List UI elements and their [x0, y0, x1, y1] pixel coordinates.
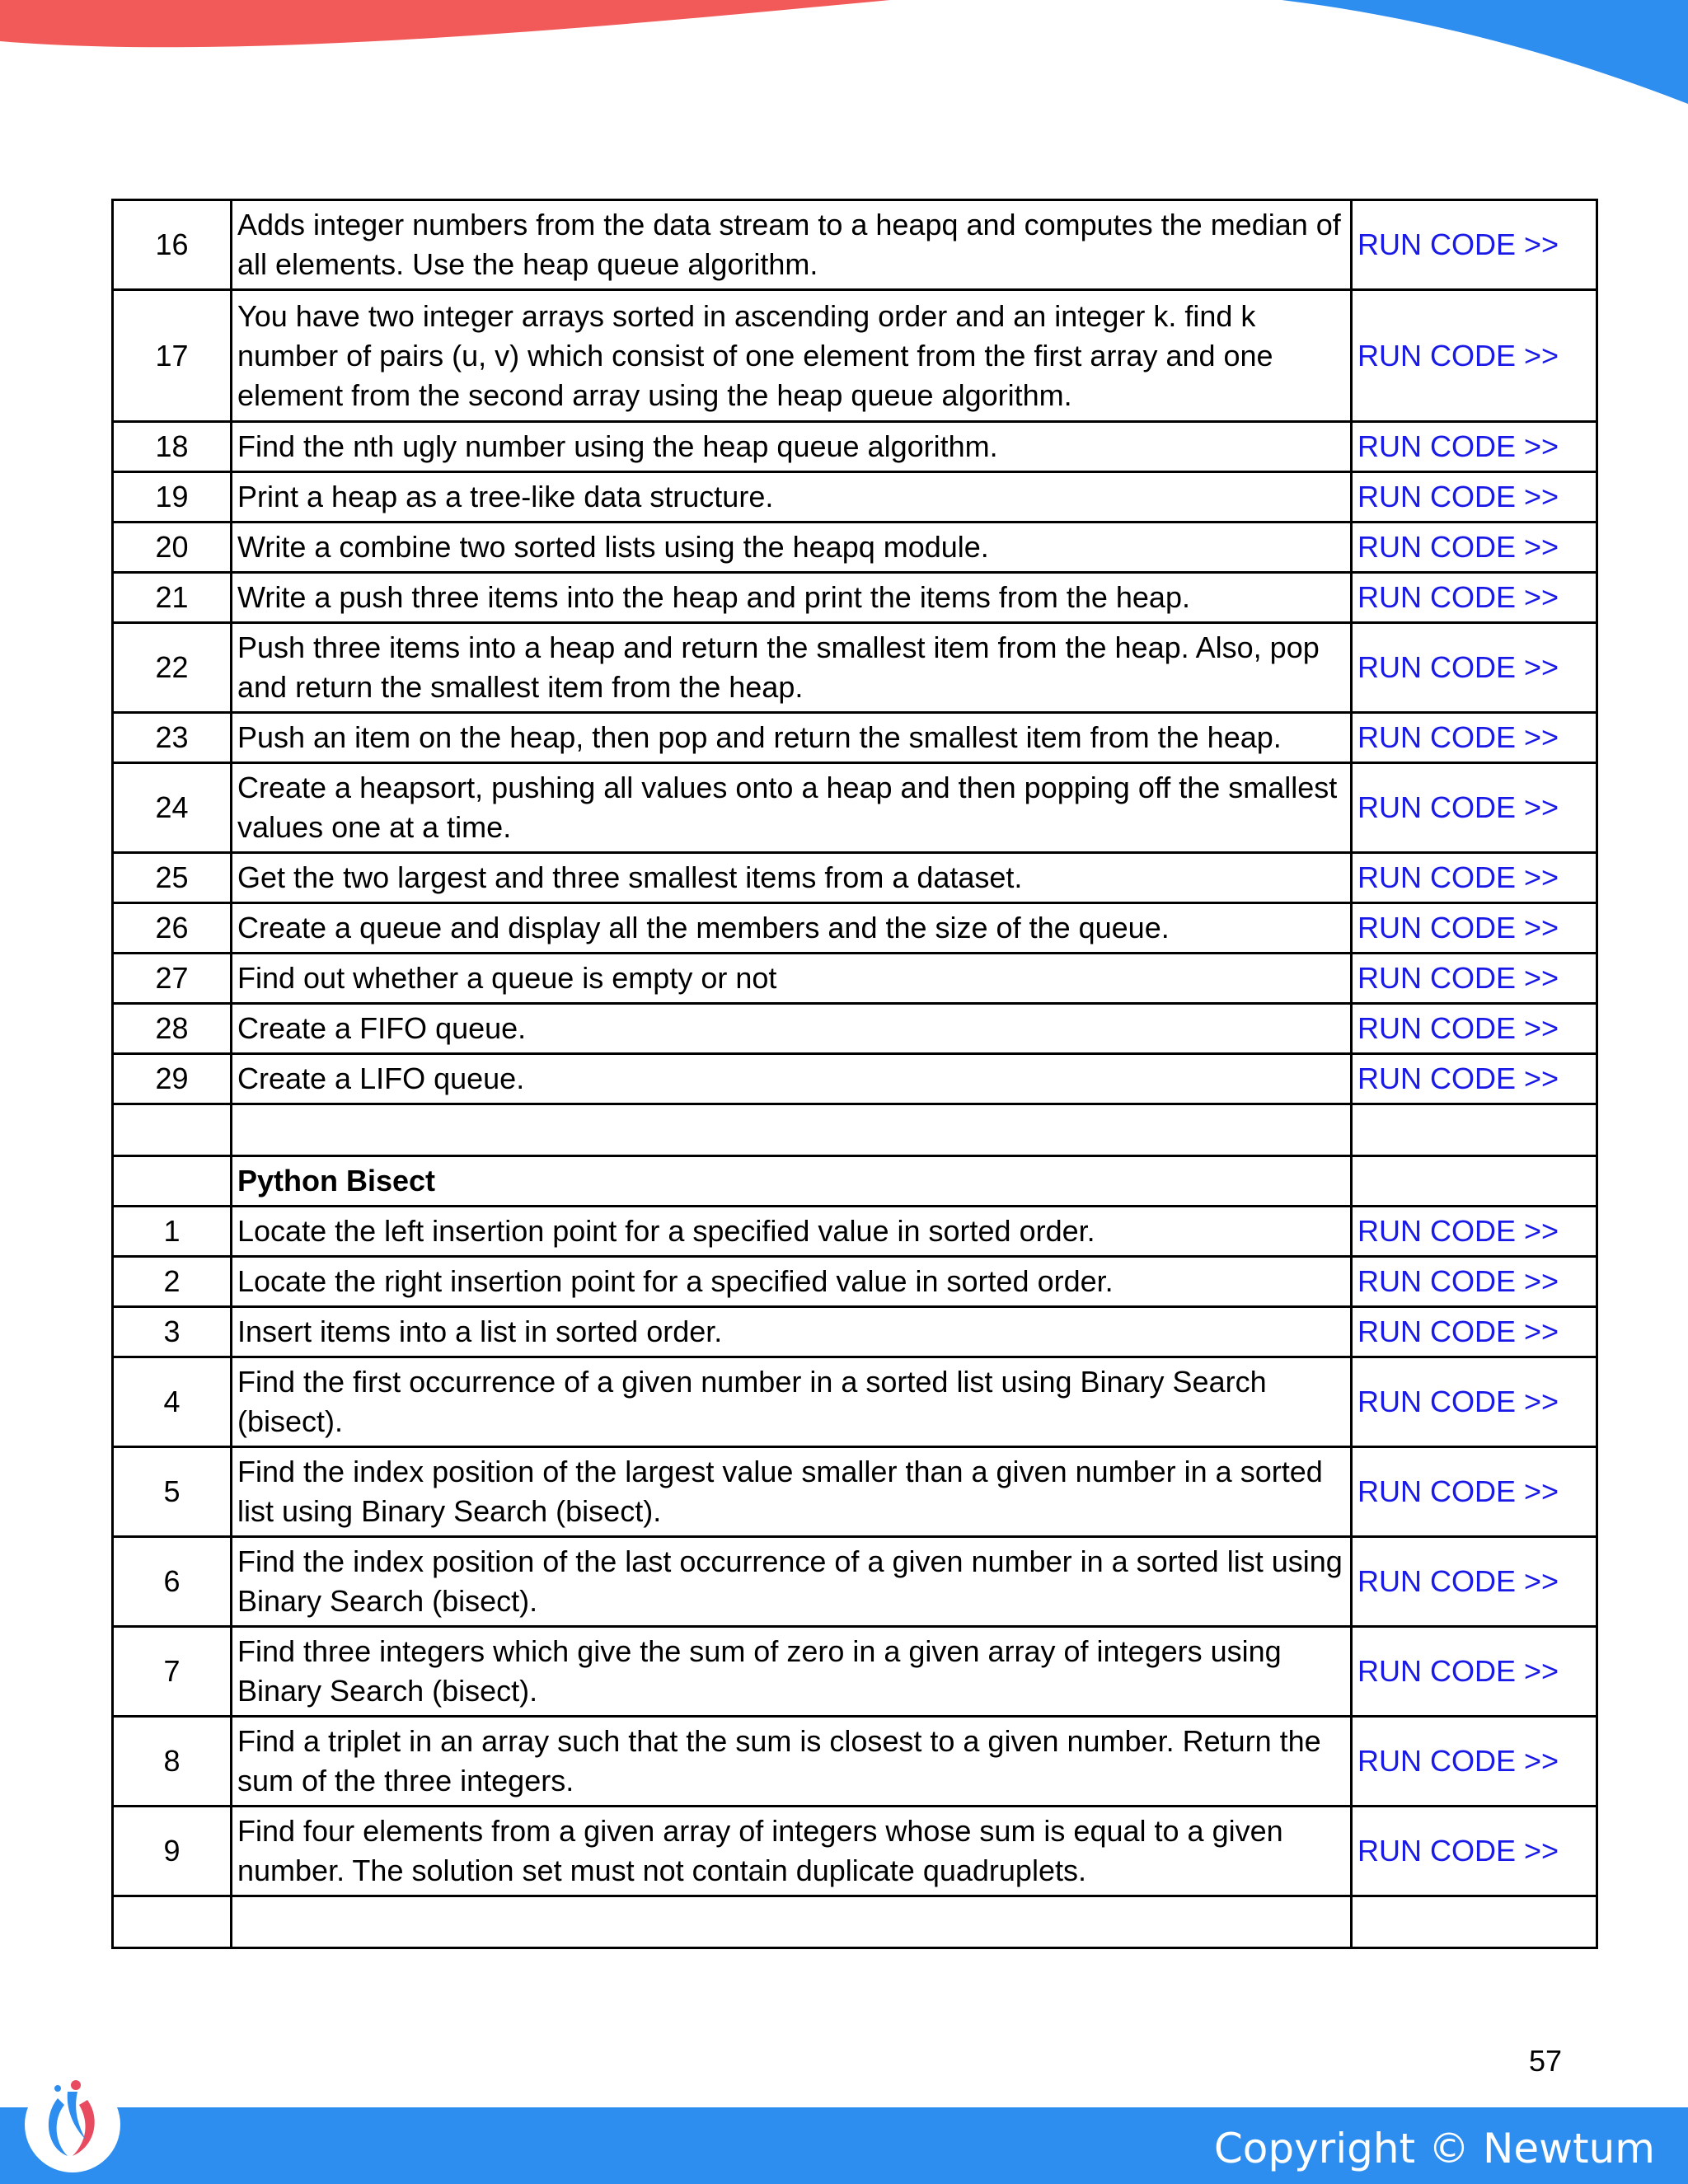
exercise-number: 8 — [113, 1717, 232, 1807]
section-header-row — [113, 1156, 1597, 1207]
exercise-number: 2 — [113, 1257, 232, 1307]
exercise-number: 20 — [113, 523, 232, 573]
exercise-description: Adds integer numbers from the data stream to a heapq and computes the median of all elements. Use the heap queue algorithm. — [232, 200, 1352, 290]
exercise-number: 29 — [113, 1054, 232, 1104]
exercise-description: Insert items into a list in sorted order. — [232, 1307, 1352, 1357]
exercise-description: Write a combine two sorted lists using the heapq module. — [232, 523, 1352, 573]
run-code-link[interactable]: RUN CODE >> — [1352, 422, 1597, 472]
table-row — [113, 763, 1597, 853]
empty-cell — [1352, 1156, 1597, 1207]
exercise-number: 4 — [113, 1357, 232, 1447]
exercise-description: Find four elements from a given array of integers whose sum is equal to a given number. The solution set must not contain duplicate quadruplets. — [232, 1807, 1352, 1896]
exercise-number: 21 — [113, 573, 232, 623]
exercise-description: Push three items into a heap and return the smallest item from the heap. Also, pop and return the smallest item from the heap. — [232, 623, 1352, 713]
run-code-link[interactable]: RUN CODE >> — [1352, 1807, 1597, 1896]
exercise-description: Find the index position of the last occurrence of a given number in a sorted list using Binary Search (bisect). — [232, 1537, 1352, 1627]
run-code-link[interactable]: RUN CODE >> — [1352, 1717, 1597, 1807]
exercise-description: You have two integer arrays sorted in ascending order and an integer k. find k number of pairs (u, v) which consist of one element from the first array and one element from the second array using the heap queue algorithm. — [232, 290, 1352, 422]
exercise-number: 5 — [113, 1447, 232, 1537]
table-row — [113, 1717, 1597, 1807]
exercise-description: Find out whether a queue is empty or not — [232, 954, 1352, 1004]
copyright-text: Copyright © Newtum — [1213, 2125, 1655, 2172]
run-code-link[interactable]: RUN CODE >> — [1352, 1627, 1597, 1717]
run-code-link[interactable]: RUN CODE >> — [1352, 1054, 1597, 1104]
table-row — [113, 954, 1597, 1004]
run-code-link[interactable]: RUN CODE >> — [1352, 1004, 1597, 1054]
exercise-number: 9 — [113, 1807, 232, 1896]
exercise-description: Create a queue and display all the members and the size of the queue. — [232, 903, 1352, 954]
empty-row — [113, 1896, 1597, 1948]
exercise-number: 19 — [113, 472, 232, 523]
footer-band — [0, 2107, 1688, 2184]
table-row — [113, 1307, 1597, 1357]
table-row — [113, 573, 1597, 623]
exercise-description: Print a heap as a tree-like data structure. — [232, 472, 1352, 523]
run-code-link[interactable]: RUN CODE >> — [1352, 903, 1597, 954]
table-row — [113, 623, 1597, 713]
table-row — [113, 1537, 1597, 1627]
empty-cell — [1352, 1896, 1597, 1948]
table-row — [113, 903, 1597, 954]
exercise-number: 1 — [113, 1207, 232, 1257]
empty-cell — [232, 1896, 1352, 1948]
exercise-number: 24 — [113, 763, 232, 853]
run-code-link[interactable]: RUN CODE >> — [1352, 523, 1597, 573]
run-code-link[interactable]: RUN CODE >> — [1352, 200, 1597, 290]
run-code-link[interactable]: RUN CODE >> — [1352, 623, 1597, 713]
table-row — [113, 1807, 1597, 1896]
exercise-description: Find three integers which give the sum of zero in a given array of integers using Binary Search (bisect). — [232, 1627, 1352, 1717]
table-row — [113, 290, 1597, 422]
exercise-description: Locate the left insertion point for a specified value in sorted order. — [232, 1207, 1352, 1257]
run-code-link[interactable]: RUN CODE >> — [1352, 1447, 1597, 1537]
run-code-link[interactable]: RUN CODE >> — [1352, 853, 1597, 903]
section-title: Python Bisect — [232, 1156, 1352, 1207]
table-row — [113, 1357, 1597, 1447]
empty-cell — [113, 1104, 232, 1156]
empty-cell — [232, 1104, 1352, 1156]
run-code-link[interactable]: RUN CODE >> — [1352, 1307, 1597, 1357]
empty-cell — [113, 1156, 232, 1207]
exercise-number: 3 — [113, 1307, 232, 1357]
exercise-number: 18 — [113, 422, 232, 472]
exercise-description: Create a heapsort, pushing all values onto a heap and then popping off the smallest values one at a time. — [232, 763, 1352, 853]
exercise-number: 26 — [113, 903, 232, 954]
table-row — [113, 1627, 1597, 1717]
table-row — [113, 1004, 1597, 1054]
exercise-number: 22 — [113, 623, 232, 713]
header-decoration — [0, 0, 1688, 115]
exercise-description: Find the index position of the largest value smaller than a given number in a sorted list using Binary Search (bisect). — [232, 1447, 1352, 1537]
newtum-logo-icon — [18, 2067, 127, 2174]
exercise-number: 17 — [113, 290, 232, 422]
table-row — [113, 713, 1597, 763]
empty-row — [113, 1104, 1597, 1156]
exercise-description: Find the nth ugly number using the heap queue algorithm. — [232, 422, 1352, 472]
run-code-link[interactable]: RUN CODE >> — [1352, 1257, 1597, 1307]
run-code-link[interactable]: RUN CODE >> — [1352, 1357, 1597, 1447]
exercise-description: Find the first occurrence of a given number in a sorted list using Binary Search (bisect). — [232, 1357, 1352, 1447]
exercise-number: 6 — [113, 1537, 232, 1627]
table-row — [113, 1207, 1597, 1257]
exercise-number: 25 — [113, 853, 232, 903]
exercise-description: Create a FIFO queue. — [232, 1004, 1352, 1054]
table-row — [113, 1054, 1597, 1104]
exercise-description: Write a push three items into the heap and print the items from the heap. — [232, 573, 1352, 623]
run-code-link[interactable]: RUN CODE >> — [1352, 763, 1597, 853]
table-row — [113, 523, 1597, 573]
run-code-link[interactable]: RUN CODE >> — [1352, 573, 1597, 623]
run-code-link[interactable]: RUN CODE >> — [1352, 472, 1597, 523]
table-row — [113, 472, 1597, 523]
run-code-link[interactable]: RUN CODE >> — [1352, 954, 1597, 1004]
exercise-description: Create a LIFO queue. — [232, 1054, 1352, 1104]
page-number: 57 — [1529, 2044, 1563, 2078]
run-code-link[interactable]: RUN CODE >> — [1352, 290, 1597, 422]
table-row — [113, 422, 1597, 472]
exercise-description: Push an item on the heap, then pop and return the smallest item from the heap. — [232, 713, 1352, 763]
run-code-link[interactable]: RUN CODE >> — [1352, 713, 1597, 763]
run-code-link[interactable]: RUN CODE >> — [1352, 1207, 1597, 1257]
exercise-number: 7 — [113, 1627, 232, 1717]
exercise-number: 23 — [113, 713, 232, 763]
exercise-number: 28 — [113, 1004, 232, 1054]
exercise-description: Get the two largest and three smallest items from a dataset. — [232, 853, 1352, 903]
exercise-number: 16 — [113, 200, 232, 290]
table-row — [113, 853, 1597, 903]
exercise-description: Find a triplet in an array such that the sum is closest to a given number. Return the sum of the three integers. — [232, 1717, 1352, 1807]
exercise-number: 27 — [113, 954, 232, 1004]
exercise-table — [111, 199, 1598, 1949]
table-row — [113, 1447, 1597, 1537]
exercise-description: Locate the right insertion point for a specified value in sorted order. — [232, 1257, 1352, 1307]
run-code-link[interactable]: RUN CODE >> — [1352, 1537, 1597, 1627]
table-row — [113, 1257, 1597, 1307]
empty-cell — [113, 1896, 232, 1948]
empty-cell — [1352, 1104, 1597, 1156]
table-row — [113, 200, 1597, 290]
